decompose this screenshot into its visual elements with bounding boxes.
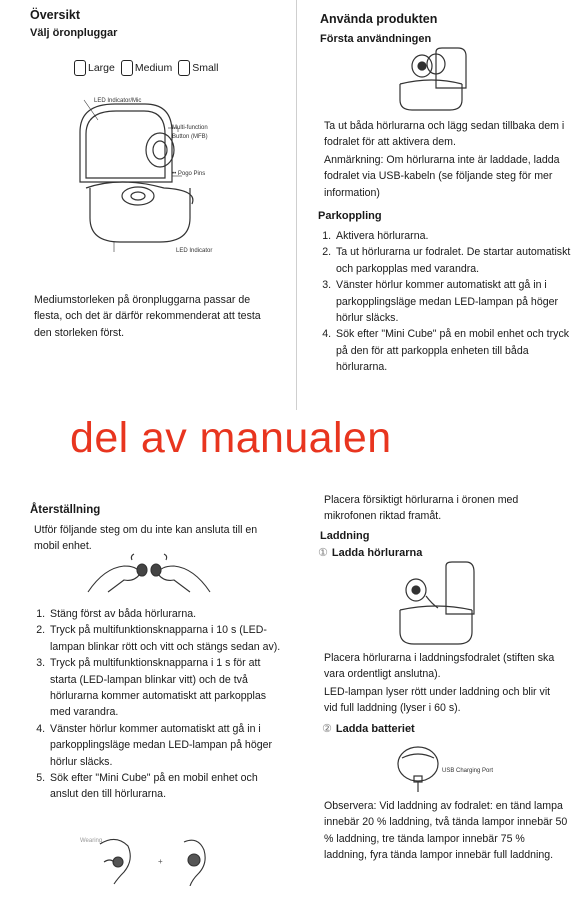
pogo-pins-label: •• Pogo Pins [172, 171, 206, 177]
usb-port-label: USB Charging Port [442, 768, 494, 774]
earbud-case-diagram [60, 92, 290, 262]
charge-battery-subtitle: ② Ladda batteriet [322, 723, 415, 735]
reset-step: 4. Vänster hörlur kommer automatiskt att gå in i parkopplingsläge medan LED-lampan på höger hörlur släcks. [48, 721, 288, 770]
first-use-paragraph: Ta ut båda hörlurarna och lägg sedan tillbaka dem i fodralet för att aktivera dem. [324, 120, 565, 149]
pairing-step: 3. Vänster hörlur kommer automatiskt att gå in i parkopplingsläge medan LED-lampan på höger hörlur släcks. [334, 277, 574, 326]
reset-step: 1. Stäng först av båda hörlurarna. [48, 606, 288, 622]
reset-step: 5. Sök efter "Mini Cube" på en mobil enhet och anslut den till hörlurarna. [48, 770, 288, 803]
manual-excerpt-banner: del av manualen [70, 414, 392, 462]
wearing-earbuds-image [94, 832, 218, 886]
size-option-large: Large [74, 60, 115, 76]
pairing-step: 1. Aktivera hörlurarna. [334, 228, 574, 244]
charge-earbuds-paragraph: Placera hörlurarna i laddningsfodralet (stiften ska vara ordentligt anslutna). [324, 652, 555, 681]
charging-note-paragraph: Observera: Vid laddning av fodralet: en tänd lampa innebär 20 % laddning, två tända lampor innebär 50 % laddning, tre tända lampor innebär 75 % laddning, fyra tända lampor innebär full laddning. [324, 800, 568, 862]
using-product-title: Använda produkten [320, 12, 438, 26]
pairing-step: 2. Ta ut hörlurarna ur fodralet. De startar automatiskt och parkopplas med varandra. [334, 244, 574, 277]
first-use-note: Anmärkning: Om hörlurarna inte är laddade, ladda fodralet via USB-kabeln (se följande steg för mer information) [324, 154, 560, 199]
usb-charging-case-image [392, 736, 452, 794]
charging-title: Laddning [320, 530, 370, 542]
reset-steps [34, 606, 288, 803]
led-mic-label: LED Indicator/Mic [94, 98, 142, 104]
overview-title: Översikt [30, 8, 81, 22]
page-divider-top [296, 0, 297, 410]
reset-title: Återställning [30, 504, 101, 516]
step-one-icon: ① [318, 547, 328, 559]
reset-intro: Utför följande steg om du inte kan ansluta till en mobil enhet. [34, 524, 258, 553]
pairing-steps [320, 228, 574, 376]
medium-size-paragraph: Mediumstorleken på öronpluggarna passar de flesta, och det är därför rekommenderat att testa den storleken först. [34, 294, 261, 339]
svg-text:+: + [158, 857, 163, 866]
pairing-step: 4. Sök efter "Mini Cube" på en mobil enhet och tryck på den för att parkoppla enheten till båda hörlurarna. [334, 326, 574, 375]
first-use-title: Första användningen [320, 33, 432, 45]
size-option-medium: Medium [121, 60, 172, 76]
hands-pressing-earbuds-image [84, 552, 214, 600]
led-indicator-label: LED Indicator [176, 248, 213, 254]
earplug-size-options [74, 60, 224, 76]
reset-step: 2. Tryck på multifunktionsknapparna i 10 s (LED-lampan blinkar rött och vitt och stängs sedan av). [48, 622, 288, 655]
size-option-small: Small [178, 60, 218, 76]
choose-earplugs-title: Välj öronpluggar [30, 27, 118, 39]
placement-paragraph: Placera försiktigt hörlurarna i öronen med mikrofonen riktad framåt. [324, 494, 519, 523]
reset-step: 3. Tryck på multifunktionsknapparna i 1 s för att starta (LED-lampan blinkar vitt) och de två hörlurarna kommer automatiskt att parkopplas med varandra. [48, 655, 288, 721]
mfb-label: Multi-function Button (MFB) [172, 125, 208, 140]
wearing-label: Wearing [80, 838, 103, 844]
charge-led-paragraph: LED-lampan lyser rött under laddning och blir vit vid full laddning (lyser i 60 s). [324, 686, 551, 715]
step-two-icon: ② [322, 723, 332, 735]
charge-earbuds-subtitle: ① Ladda hörlurarna [318, 547, 423, 559]
pairing-title: Parkoppling [318, 210, 382, 222]
earbuds-charging-case-image [396, 560, 480, 648]
earbuds-in-case-image [392, 46, 472, 114]
